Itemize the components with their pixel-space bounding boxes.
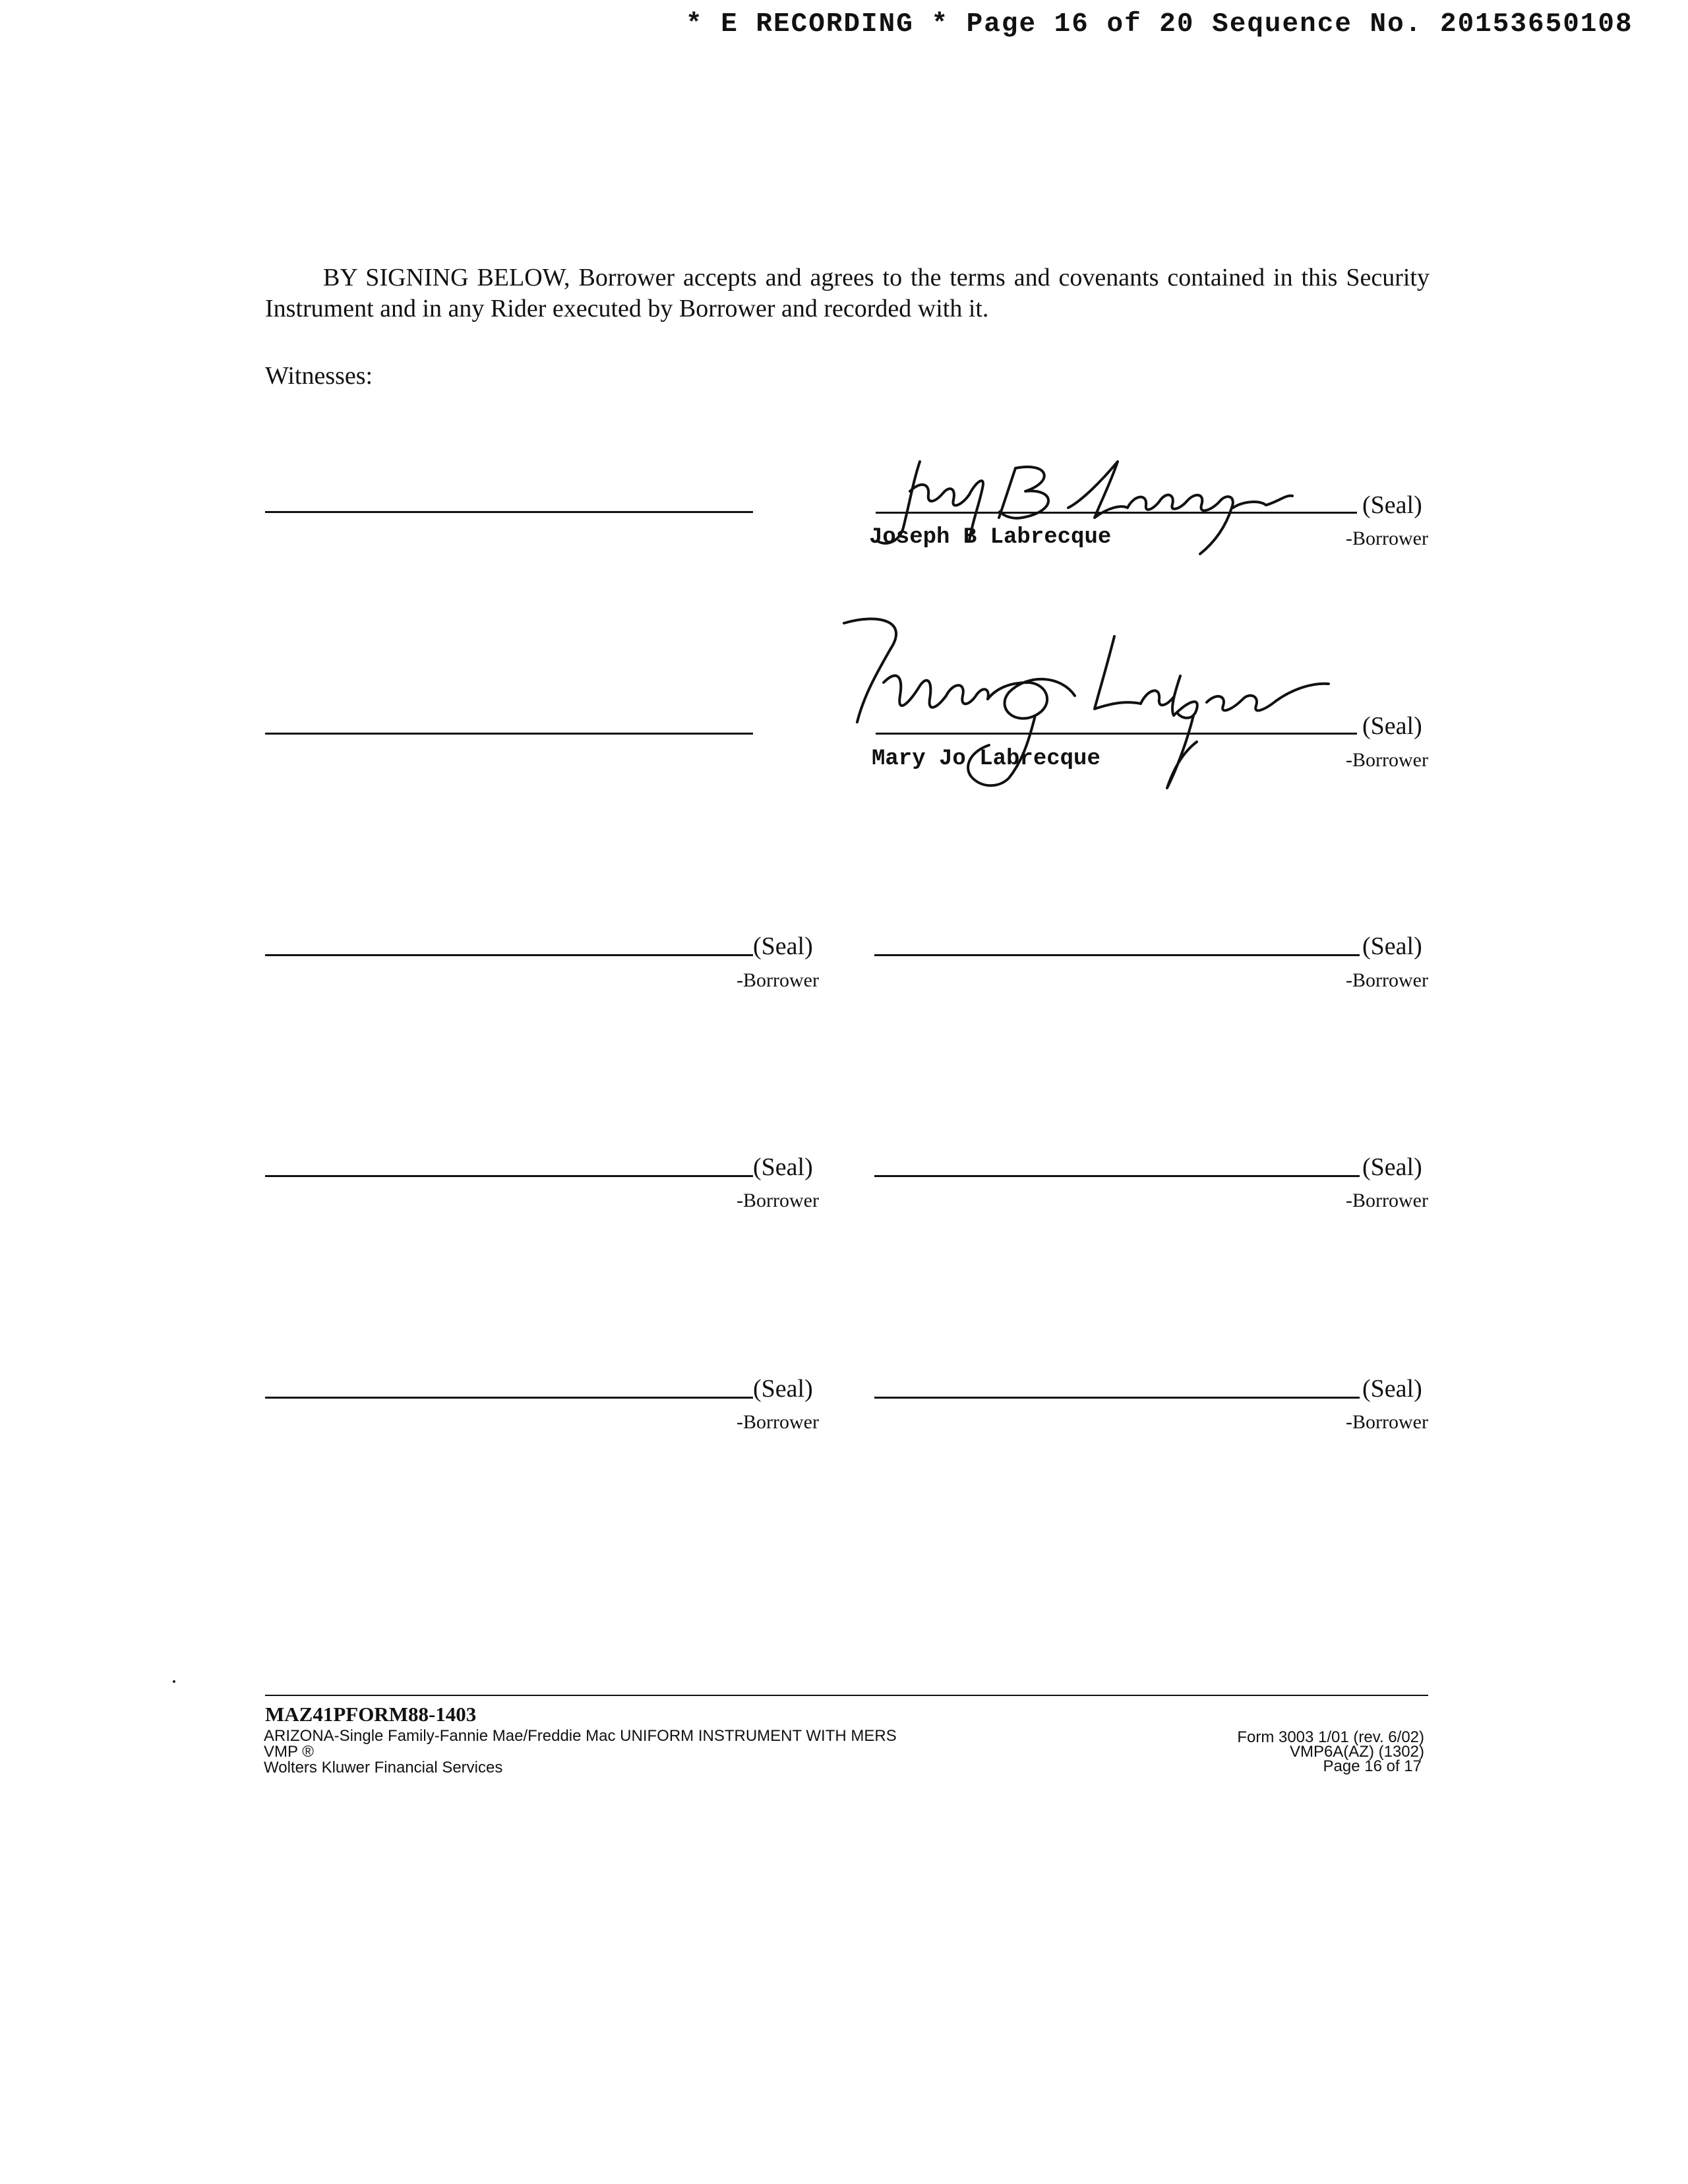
seal-label-1: (Seal) <box>1362 491 1422 519</box>
signing-paragraph: BY SIGNING BELOW, Borrower accepts and agrees to the terms and covenants contained in this Security Instrument and in any Rider executed by Borrower and recorded with it. <box>265 264 1430 322</box>
footer-right-line-3: Page 16 of 17 <box>1323 1757 1422 1775</box>
footer-left-line-2: VMP ® <box>264 1743 314 1761</box>
witnesses-label: Witnesses: <box>265 362 373 390</box>
seal-label-8: (Seal) <box>1362 1375 1422 1403</box>
borrower-line-2 <box>876 733 1357 735</box>
seal-label-5: (Seal) <box>753 1153 813 1181</box>
borrower-line-3 <box>265 954 753 956</box>
borrower-label-2: -Borrower <box>1346 749 1428 771</box>
borrower-label-8: -Borrower <box>1346 1411 1428 1433</box>
borrower-label-4: -Borrower <box>1346 969 1428 991</box>
borrower-line-7 <box>265 1397 753 1399</box>
footer-right-line-1: Form 3003 1/01 (rev. 6/02) <box>1237 1728 1424 1746</box>
borrower-line-8 <box>874 1397 1360 1399</box>
recording-header: * E RECORDING * Page 16 of 20 Sequence No. 20153650108 <box>686 9 1633 40</box>
borrower-line-1 <box>876 512 1357 514</box>
scan-speck <box>173 1680 175 1683</box>
signature-mary-jo <box>837 610 1339 808</box>
signer-name-1: Joseph B Labrecque <box>869 525 1112 550</box>
borrower-label-1: -Borrower <box>1346 528 1428 549</box>
borrower-line-4 <box>874 954 1360 956</box>
borrower-label-6: -Borrower <box>1346 1190 1428 1211</box>
witness-line-2 <box>265 733 753 735</box>
seal-label-3: (Seal) <box>753 932 813 960</box>
seal-label-6: (Seal) <box>1362 1153 1422 1181</box>
footer-left-line-1: ARIZONA-Single Family-Fannie Mae/Freddie Mac UNIFORM INSTRUMENT WITH MERS <box>264 1727 897 1745</box>
footer-rule <box>265 1695 1428 1696</box>
borrower-line-6 <box>874 1175 1360 1177</box>
seal-label-2: (Seal) <box>1362 712 1422 740</box>
borrower-label-5: -Borrower <box>737 1190 819 1211</box>
borrower-line-5 <box>265 1175 753 1177</box>
seal-label-4: (Seal) <box>1362 932 1422 960</box>
borrower-label-3: -Borrower <box>737 969 819 991</box>
footer-right-line-2: VMP6A(AZ) (1302) <box>1289 1743 1424 1761</box>
signer-name-2: Mary Jo Labrecque <box>872 746 1100 772</box>
form-id: MAZ41PFORM88-1403 <box>265 1703 477 1726</box>
borrower-label-7: -Borrower <box>737 1411 819 1433</box>
witness-line-1 <box>265 511 753 513</box>
footer-left-line-3: Wolters Kluwer Financial Services <box>264 1759 503 1776</box>
seal-label-7: (Seal) <box>753 1375 813 1403</box>
